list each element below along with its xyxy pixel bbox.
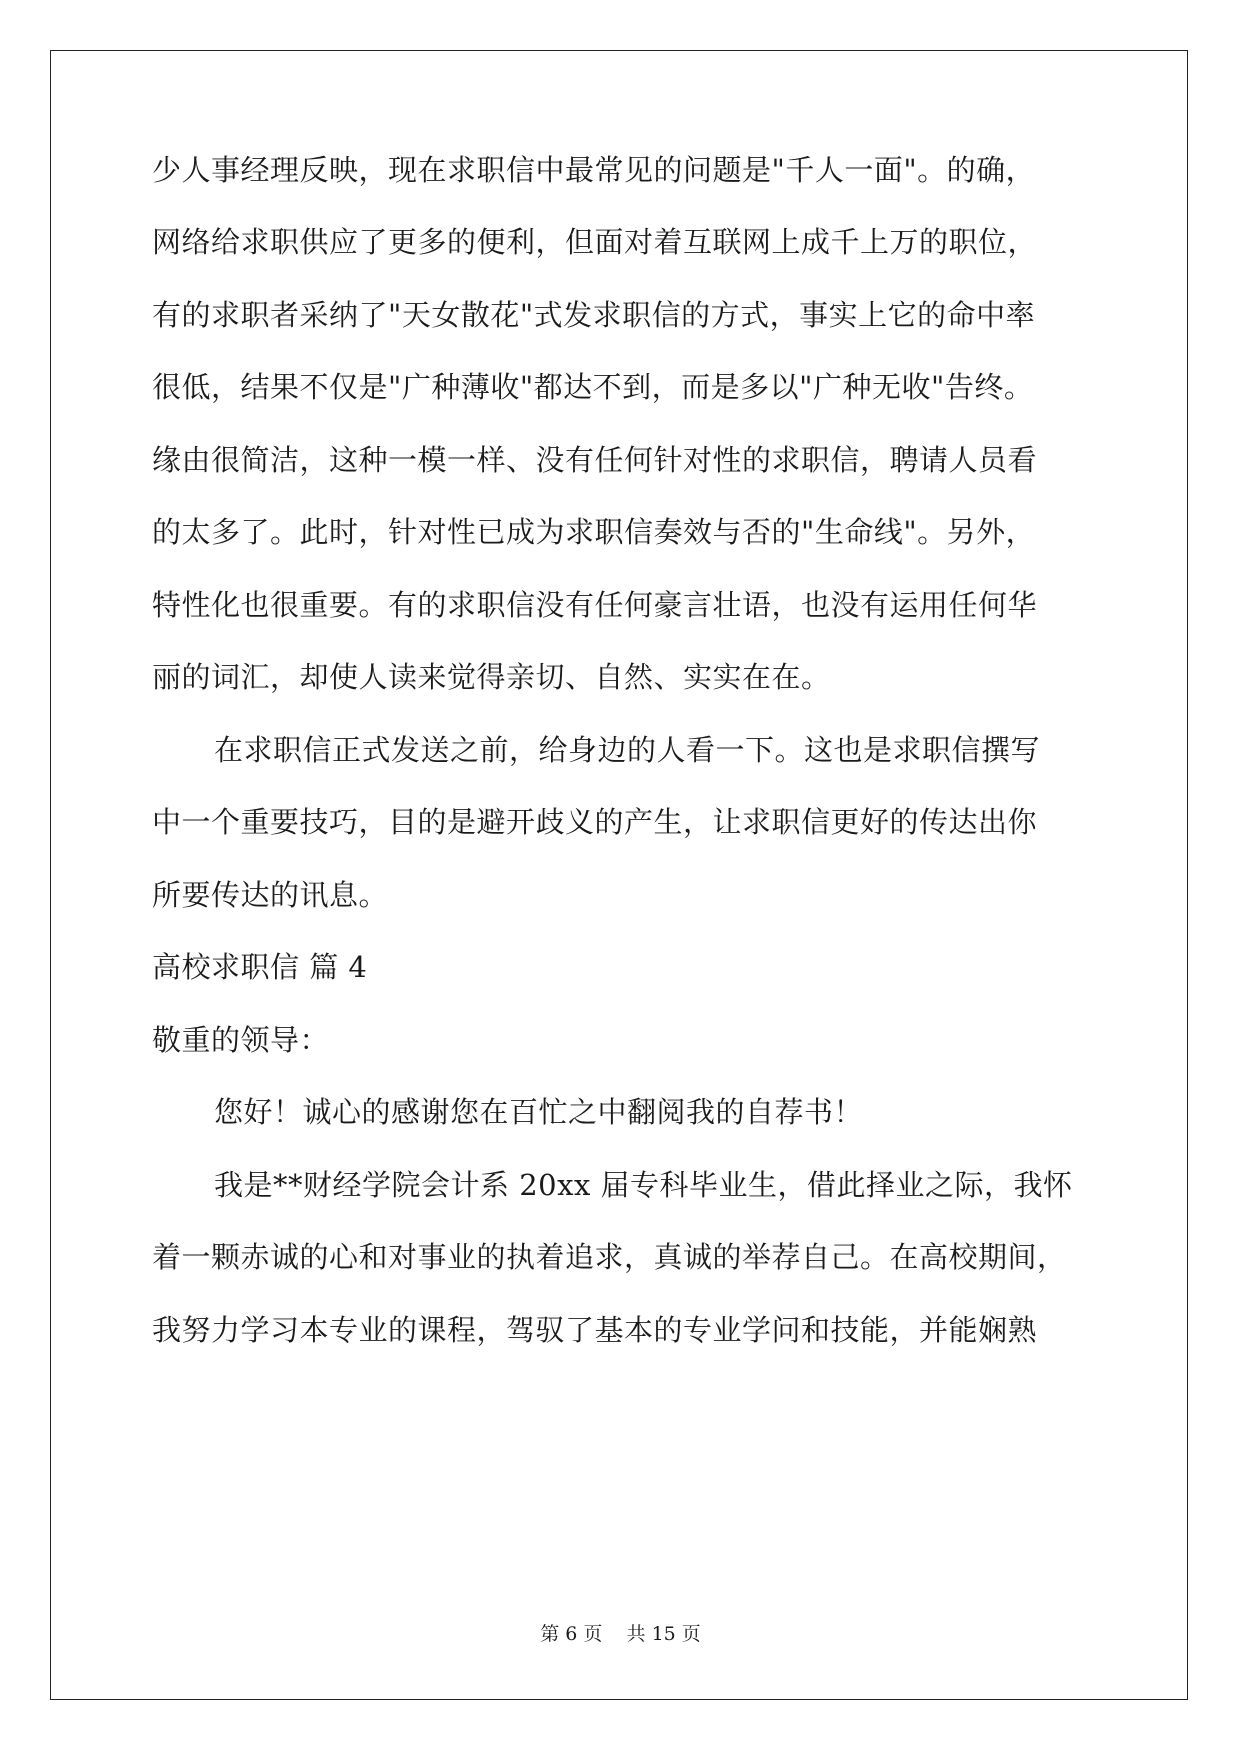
body-text-line: 所要传达的讯息。 [152,878,389,912]
body-text-line: 中一个重要技巧，目的是避开歧义的产生，让求职信更好的传达出你 [152,805,1038,839]
page-number-footer: 第 6 页 共 15 页 [540,1623,701,1645]
greeting-line: 您好！诚心的感谢您在百忙之中翻阅我的自荐书！ [214,1095,864,1129]
body-text-line: 的太多了。此时，针对性已成为求职信奏效与否的"生命线"。另外， [152,515,1036,549]
paragraph-first-line: 我是**财经学院会计系 20xx 届专科毕业生，借此择业之际，我怀 [214,1168,1073,1202]
body-text-line: 网络给求职供应了更多的便利，但面对着互联网上成千上万的职位， [152,225,1038,259]
body-text-line: 我努力学习本专业的课程，驾驭了基本的专业学问和技能，并能娴熟 [152,1313,1038,1347]
body-text-line: 丽的词汇，却使人读来觉得亲切、自然、实实在在。 [152,660,831,694]
salutation: 敬重的领导： [152,1023,330,1057]
body-text-line: 特性化也很重要。有的求职信没有任何豪言壮语，也没有运用任何华 [152,588,1038,622]
paragraph-first-line: 在求职信正式发送之前，给身边的人看一下。这也是求职信撰写 [214,733,1041,767]
body-text-line: 有的求职者采纳了"天女散花"式发求职信的方式，事实上它的命中率 [152,298,1036,332]
section-heading: 高校求职信 篇 4 [152,950,368,984]
body-text-line: 着一颗赤诚的心和对事业的执着追求，真诚的举荐自己。在高校期间， [152,1240,1067,1274]
body-text-line: 缘由很简洁，这种一模一样、没有任何针对性的求职信，聘请人员看 [152,443,1038,477]
body-text-line: 少人事经理反映，现在求职信中最常见的问题是"千人一面"。的确， [152,153,1036,187]
body-text-line: 很低，结果不仅是"广种薄收"都达不到，而是多以"广种无收"告终。 [152,370,1034,404]
